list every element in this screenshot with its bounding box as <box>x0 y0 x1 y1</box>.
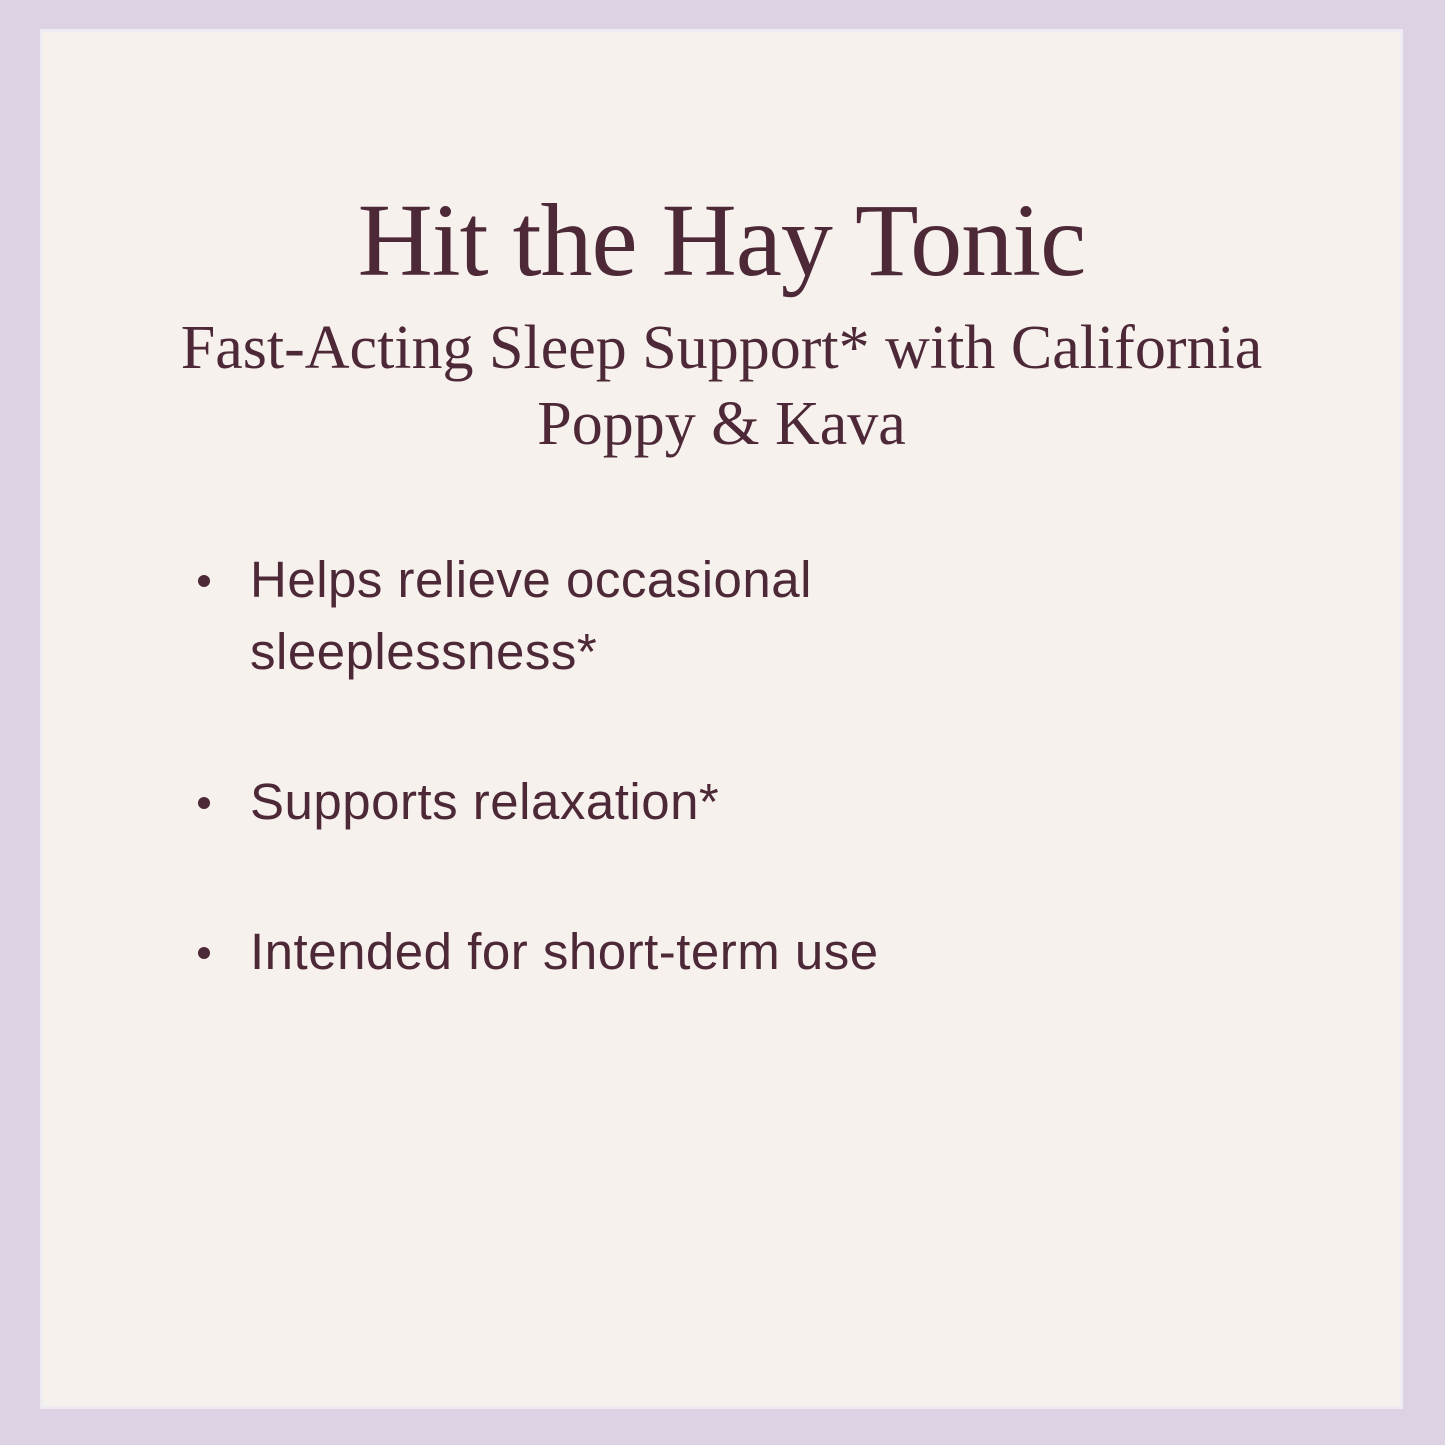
subtitle-line-1: Fast-Acting Sleep Support* with California <box>180 314 1263 382</box>
benefit-text: Supports relaxation* <box>250 773 720 831</box>
bullet-dot-icon <box>198 916 250 987</box>
benefit-text: Helps relieve occasional sleeplessness* <box>250 551 812 680</box>
benefit-text: Intended for short-term use <box>250 923 879 981</box>
bullet-dot-icon <box>198 544 250 615</box>
benefit-list <box>198 544 1400 988</box>
page-title: Hit the Hay Tonic <box>357 183 1086 298</box>
content-panel <box>43 32 1400 1406</box>
subtitle <box>72 311 1372 462</box>
list-item <box>198 766 1400 837</box>
bullet-dot-icon <box>198 766 250 837</box>
list-item <box>198 916 1400 987</box>
list-item <box>198 544 1400 687</box>
subtitle-line-2: Poppy & Kava <box>537 389 906 458</box>
